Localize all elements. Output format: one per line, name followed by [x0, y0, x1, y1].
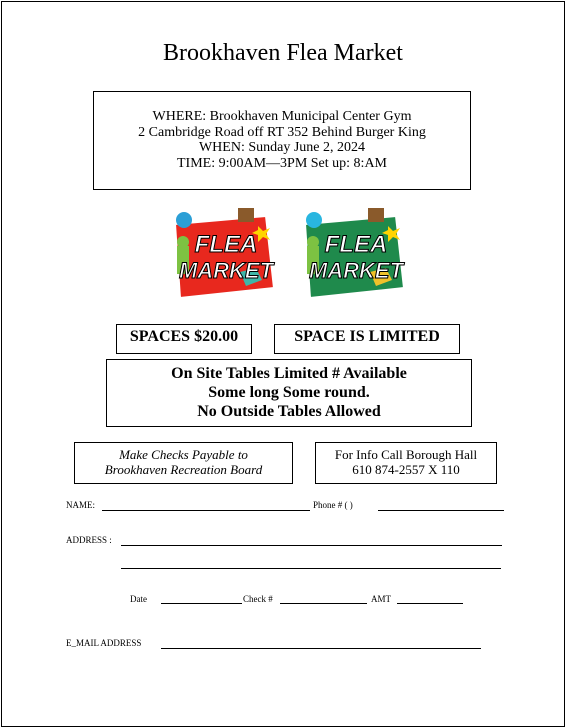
logo-red-bottom-text: MARKET	[178, 258, 274, 283]
event-details-box	[93, 91, 471, 190]
info-line-1: For Info Call Borough Hall	[334, 447, 478, 462]
date-field[interactable]	[161, 603, 242, 604]
where-line: WHERE: Brookhaven Municipal Center Gym	[152, 109, 412, 124]
name-field[interactable]	[102, 510, 310, 511]
space-limited-box: SPACE IS LIMITED	[274, 324, 460, 354]
info-line-2: 610 874-2557 X 110	[352, 462, 460, 477]
page-title: Brookhaven Flea Market	[163, 40, 403, 66]
tables-line-1: On Site Tables Limited # Available	[171, 365, 407, 382]
info-contact-box	[315, 442, 497, 484]
amount-label: AMT	[371, 594, 391, 604]
phone-field[interactable]	[378, 510, 504, 511]
checks-line-1: Make Checks Payable to	[119, 447, 248, 462]
logo-green-bottom-text: MARKET	[308, 258, 404, 283]
name-label: NAME:	[66, 500, 95, 510]
email-field[interactable]	[161, 648, 481, 649]
when-line: WHEN: Sunday June 2, 2024	[198, 140, 366, 155]
address-field-line-1[interactable]	[121, 545, 502, 546]
phone-label: Phone # ( )	[313, 500, 353, 510]
date-label: Date	[130, 594, 147, 604]
tables-info-box	[106, 359, 472, 427]
flea-market-logo-green	[300, 206, 408, 302]
address-line: 2 Cambridge Road off RT 352 Behind Burger King	[138, 124, 426, 140]
address-label: ADDRESS :	[66, 535, 112, 545]
amount-field[interactable]	[397, 603, 463, 604]
address-field-line-2[interactable]	[121, 568, 501, 569]
checks-payable-box	[74, 442, 293, 484]
tables-line-2: Some long Some round.	[208, 384, 370, 401]
check-number-label: Check #	[243, 594, 273, 604]
box-icon	[368, 208, 384, 222]
tables-line-3: No Outside Tables Allowed	[197, 403, 381, 420]
box-icon	[238, 208, 254, 222]
logo-red-top-text: FLEA	[194, 231, 258, 258]
check-number-field[interactable]	[280, 603, 367, 604]
spaces-price-box: SPACES $20.00	[116, 324, 252, 354]
balloon-icon	[176, 212, 192, 228]
flea-market-logo-red	[170, 206, 278, 302]
balloon-icon	[306, 212, 322, 228]
time-line: TIME: 9:00AM—3PM Set up: 8:AM	[176, 155, 387, 171]
checks-line-2: Brookhaven Recreation Board	[104, 462, 263, 477]
email-label: E_MAIL ADDRESS	[66, 638, 142, 648]
logo-green-top-text: FLEA	[324, 231, 388, 258]
